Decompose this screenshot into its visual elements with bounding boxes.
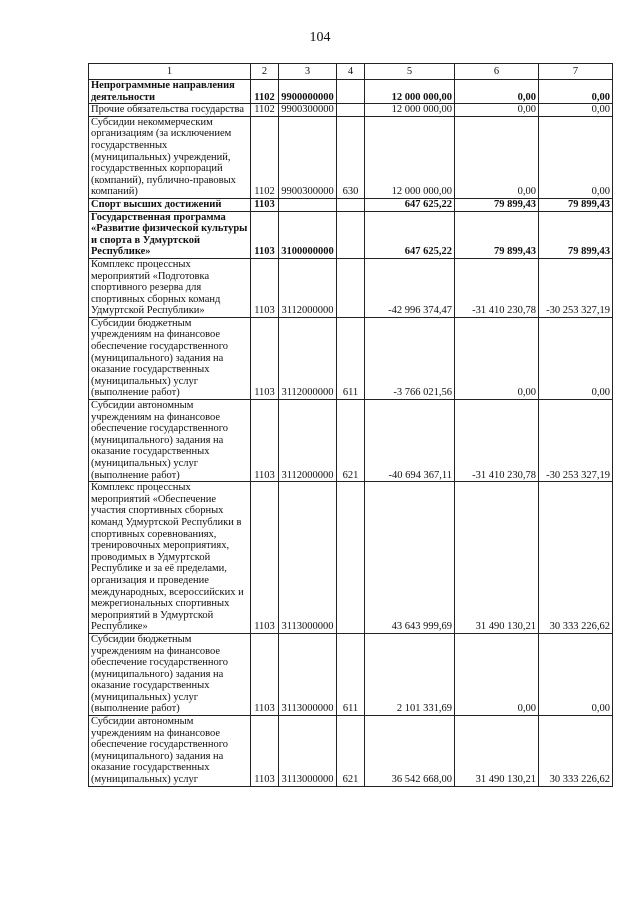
- row-target-code: 9900000000: [279, 80, 337, 104]
- row-target-code: 3112000000: [279, 400, 337, 482]
- row-amount-col6: 0,00: [455, 80, 539, 104]
- row-amount-col7: 0,00: [539, 80, 613, 104]
- row-amount-col6: 79 899,43: [455, 198, 539, 211]
- table-row: [89, 211, 613, 258]
- row-amount-col7: 30 333 226,62: [539, 482, 613, 634]
- column-header: 4: [337, 64, 365, 80]
- row-section-code: 1103: [251, 400, 279, 482]
- row-expense-type: [337, 211, 365, 258]
- row-name: Субсидии автономным учреждениям на финансовое обеспечение государственного (муниципального) задания на оказание государственных (муниципальных) услуг: [89, 716, 251, 787]
- row-amount-col5: 647 625,22: [365, 211, 455, 258]
- row-amount-col7: 79 899,43: [539, 211, 613, 258]
- row-expense-type: [337, 198, 365, 211]
- column-header: 3: [279, 64, 337, 80]
- row-section-code: 1103: [251, 198, 279, 211]
- row-target-code: 3112000000: [279, 317, 337, 399]
- table-row: [89, 482, 613, 634]
- row-amount-col6: 0,00: [455, 104, 539, 117]
- row-name: Субсидии некоммерческим организациям (за исключением государственных (муниципальных) учреждений, государственных корпораций (компаний), публично-правовых компаний): [89, 116, 251, 198]
- row-expense-type: 611: [337, 317, 365, 399]
- table-row: [89, 258, 613, 317]
- row-amount-col6: 31 490 130,21: [455, 716, 539, 787]
- row-name: Субсидии бюджетным учреждениям на финансовое обеспечение государственного (муниципального) задания на оказание государственных (муниципальных) услуг (выполнение работ): [89, 633, 251, 715]
- row-amount-col5: 12 000 000,00: [365, 80, 455, 104]
- row-amount-col5: 12 000 000,00: [365, 116, 455, 198]
- header-row: [89, 64, 613, 80]
- row-expense-type: [337, 80, 365, 104]
- row-amount-col6: 0,00: [455, 317, 539, 399]
- row-amount-col7: -30 253 327,19: [539, 258, 613, 317]
- row-name: Комплекс процессных мероприятий «Подготовка спортивного резерва для спортивных сборных команд Удмуртской Республики»: [89, 258, 251, 317]
- row-section-code: 1103: [251, 633, 279, 715]
- row-name: Прочие обязательства государства: [89, 104, 251, 117]
- row-amount-col7: -30 253 327,19: [539, 400, 613, 482]
- row-amount-col7: 0,00: [539, 633, 613, 715]
- row-amount-col7: 30 333 226,62: [539, 716, 613, 787]
- row-expense-type: [337, 258, 365, 317]
- row-amount-col6: 79 899,43: [455, 211, 539, 258]
- row-target-code: 3112000000: [279, 258, 337, 317]
- row-section-code: 1103: [251, 211, 279, 258]
- column-header: 7: [539, 64, 613, 80]
- row-section-code: 1103: [251, 258, 279, 317]
- row-target-code: 9900300000: [279, 116, 337, 198]
- column-header: 1: [89, 64, 251, 80]
- row-amount-col5: -3 766 021,56: [365, 317, 455, 399]
- table-row: [89, 633, 613, 715]
- row-amount-col5: -42 996 374,47: [365, 258, 455, 317]
- row-amount-col7: 0,00: [539, 104, 613, 117]
- row-expense-type: 621: [337, 400, 365, 482]
- budget-table: [88, 63, 613, 787]
- row-expense-type: 611: [337, 633, 365, 715]
- row-name: Субсидии автономным учреждениям на финансовое обеспечение государственного (муниципального) задания на оказание государственных (муниципальных) услуг (выполнение работ): [89, 400, 251, 482]
- table-row: [89, 716, 613, 787]
- row-expense-type: 621: [337, 716, 365, 787]
- row-amount-col7: 0,00: [539, 116, 613, 198]
- row-amount-col5: 647 625,22: [365, 198, 455, 211]
- row-amount-col5: 43 643 999,69: [365, 482, 455, 634]
- row-amount-col6: 0,00: [455, 633, 539, 715]
- row-target-code: 9900300000: [279, 104, 337, 117]
- table-row: [89, 80, 613, 104]
- table-row: [89, 116, 613, 198]
- row-target-code: [279, 198, 337, 211]
- row-name: Субсидии бюджетным учреждениям на финансовое обеспечение государственного (муниципального) задания на оказание государственных (муниципальных) услуг (выполнение работ): [89, 317, 251, 399]
- row-expense-type: 630: [337, 116, 365, 198]
- row-amount-col6: -31 410 230,78: [455, 400, 539, 482]
- row-name: Спорт высших достижений: [89, 198, 251, 211]
- row-section-code: 1102: [251, 116, 279, 198]
- table-body: [89, 80, 613, 787]
- row-target-code: 3113000000: [279, 716, 337, 787]
- row-amount-col5: 36 542 668,00: [365, 716, 455, 787]
- row-amount-col5: 12 000 000,00: [365, 104, 455, 117]
- row-section-code: 1103: [251, 716, 279, 787]
- row-amount-col5: -40 694 367,11: [365, 400, 455, 482]
- table-row: [89, 317, 613, 399]
- row-target-code: 3113000000: [279, 482, 337, 634]
- table-row: [89, 104, 613, 117]
- table-row: [89, 400, 613, 482]
- column-header: 6: [455, 64, 539, 80]
- row-amount-col7: 79 899,43: [539, 198, 613, 211]
- row-expense-type: [337, 104, 365, 117]
- row-amount-col7: 0,00: [539, 317, 613, 399]
- row-amount-col6: -31 410 230,78: [455, 258, 539, 317]
- row-section-code: 1103: [251, 482, 279, 634]
- row-expense-type: [337, 482, 365, 634]
- table-row: [89, 198, 613, 211]
- row-target-code: 3113000000: [279, 633, 337, 715]
- column-header: 5: [365, 64, 455, 80]
- row-amount-col6: 0,00: [455, 116, 539, 198]
- row-target-code: 3100000000: [279, 211, 337, 258]
- row-section-code: 1103: [251, 317, 279, 399]
- page-number: 104: [309, 30, 331, 45]
- row-section-code: 1102: [251, 80, 279, 104]
- row-amount-col5: 2 101 331,69: [365, 633, 455, 715]
- column-header: 2: [251, 64, 279, 80]
- row-section-code: 1102: [251, 104, 279, 117]
- row-amount-col6: 31 490 130,21: [455, 482, 539, 634]
- row-name: Комплекс процессных мероприятий «Обеспечение участия спортивных сборных команд Удмуртской Республики в спортивных соревнованиях, тренировочных мероприятиях, проводимых в Удмуртской Республике и за её пределами, организация и проведение международных, всероссийских и межрегиональных спортивных мероприятий в Удмуртской Республике»: [89, 482, 251, 634]
- row-name: Непрограммные направления деятельности: [89, 80, 251, 104]
- row-name: Государственная программа «Развитие физической культуры и спорта в Удмуртской Республике»: [89, 211, 251, 258]
